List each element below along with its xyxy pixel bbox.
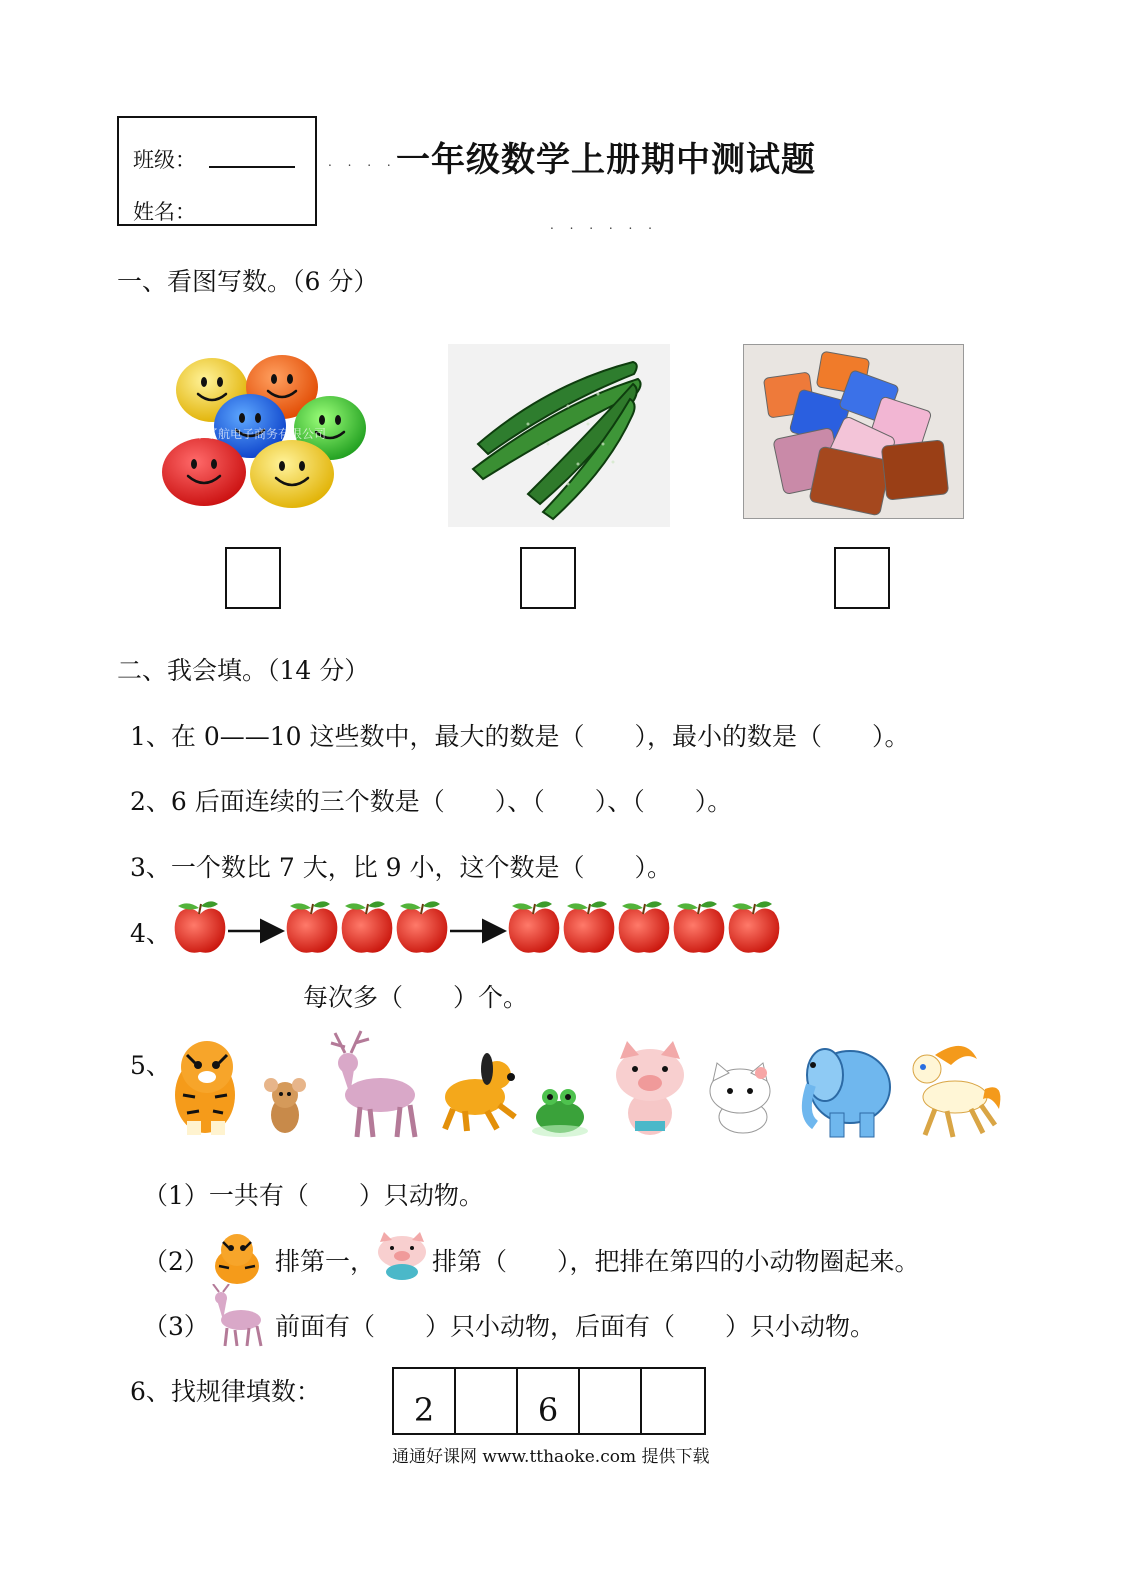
- question-5-1: （1）一共有（ ）只动物。: [143, 1181, 484, 1210]
- question-5-2-mid: 排第一，: [275, 1247, 376, 1276]
- answer-box-cucumbers[interactable]: [520, 547, 576, 609]
- animal-row: [165, 1025, 1005, 1145]
- question-5-2-rest: 排第（ ），把排在第四的小动物圈起来。: [432, 1247, 920, 1276]
- class-label: 班级：: [133, 148, 196, 172]
- apple-sequence: [170, 898, 790, 958]
- question-5-label: 5、: [130, 1051, 171, 1080]
- frog-icon: [532, 1089, 588, 1137]
- tiger-small-icon: [207, 1232, 269, 1284]
- title-dots-left: . . . .: [328, 155, 397, 169]
- cucumbers-image: [448, 344, 670, 527]
- question-5-3-prefix: （3）: [143, 1312, 209, 1341]
- question-4-label: 4、: [130, 919, 171, 948]
- smiley-balls-image: [160, 352, 372, 512]
- horse-icon: [913, 1046, 1000, 1137]
- name-label: 姓名：: [133, 200, 196, 224]
- footer-text: 通通好课网 www.tthaoke.com 提供下载: [392, 1447, 710, 1467]
- dog-icon: [445, 1053, 515, 1131]
- elephant-icon: [807, 1049, 890, 1137]
- pattern-cell: 2: [394, 1369, 456, 1433]
- page-title: 一年级数学上册期中测试题: [396, 140, 816, 180]
- class-blank-line[interactable]: [209, 166, 295, 168]
- question-1: 1、在 0——10 这些数中，最大的数是（ ），最小的数是（ ）。: [130, 722, 910, 751]
- answer-box-cases[interactable]: [834, 547, 890, 609]
- pig-icon: [616, 1041, 684, 1135]
- section1-heading: 一、看图写数。（6 分）: [117, 267, 379, 296]
- question-6-label: 6、找规律填数：: [130, 1377, 321, 1406]
- pattern-cell: 6: [518, 1369, 580, 1433]
- question-2: 2、6 后面连续的三个数是（ ）、（ ）、（ ）。: [130, 787, 733, 816]
- pattern-cell-blank[interactable]: [456, 1369, 518, 1433]
- question-3: 3、一个数比 7 大，比 9 小，这个数是（ ）。: [130, 853, 673, 882]
- student-info-box: [117, 116, 317, 226]
- tiger-icon: [175, 1041, 235, 1135]
- pattern-cell-blank[interactable]: [642, 1369, 704, 1433]
- answer-box-smileys[interactable]: [225, 547, 281, 609]
- question-5-3-rest: 前面有（ ）只小动物，后面有（ ）只小动物。: [275, 1312, 876, 1341]
- pattern-cell-blank[interactable]: [580, 1369, 642, 1433]
- pattern-grid: [392, 1367, 706, 1435]
- leather-cases-image: [743, 344, 964, 519]
- cat-icon: [710, 1063, 770, 1133]
- image-watermark: 义乌市了航电子商务有限公司: [170, 427, 327, 441]
- section2-heading: 二、我会填。（14 分）: [117, 656, 370, 685]
- question-4-text: 每次多（ ）个。: [303, 983, 529, 1012]
- question-5-2-prefix: （2）: [143, 1247, 209, 1276]
- pig-small-icon: [372, 1232, 432, 1280]
- title-dots-below: . . . . . .: [550, 218, 658, 232]
- deer-icon: [331, 1031, 415, 1137]
- deer-small-icon: [205, 1284, 269, 1348]
- mouse-icon: [264, 1078, 306, 1133]
